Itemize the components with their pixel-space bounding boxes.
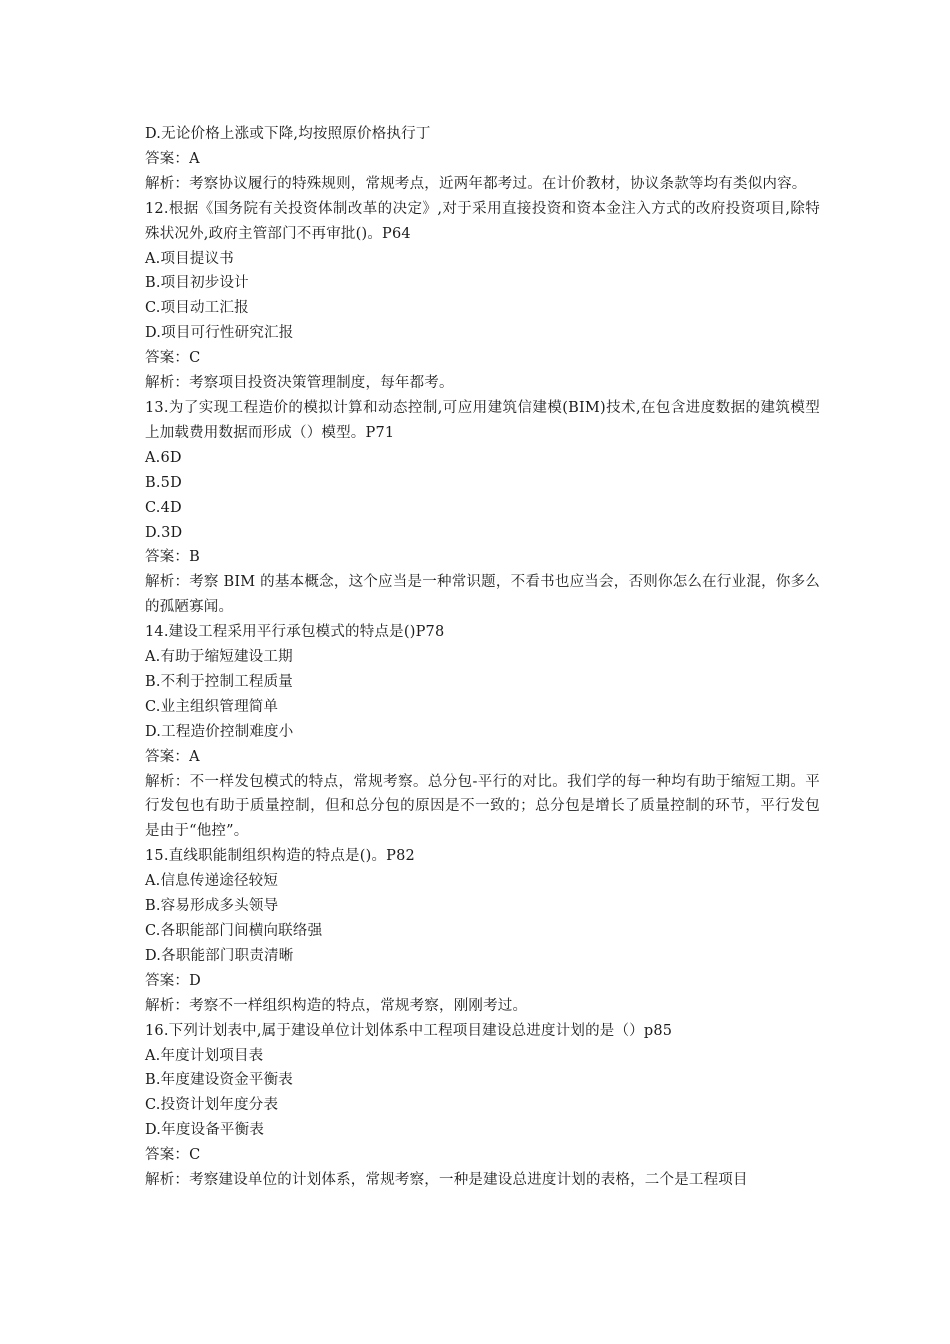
answer-15: 答案：D <box>145 972 201 989</box>
option-a-13: A.6D <box>145 449 182 466</box>
option-c-12: C.项目动工汇报 <box>145 300 249 317</box>
question-14: 14.建设工程采用平行承包模式的特点是()P78 <box>145 624 445 641</box>
option-d-16: D.年度设备平衡表 <box>145 1122 265 1139</box>
answer-12: 答案：C <box>145 350 201 367</box>
analysis-12: 解析：考察项目投资决策管理制度，每年都考。 <box>145 375 454 392</box>
option-c-14: C.业主组织管理简单 <box>145 698 279 715</box>
answer-11: 答案：A <box>145 150 200 167</box>
option-d-13: D.3D <box>145 524 183 541</box>
question-16: 16.下列计划表中,属于建设单位计划体系中工程项目建设总进度计划的是（）p85 <box>145 1022 673 1039</box>
option-d-15: D.各职能部门职责清晰 <box>145 947 294 964</box>
option-c-15: C.各职能部门间横向联络强 <box>145 923 323 939</box>
option-c-13: C.4D <box>145 499 182 516</box>
question-12: 12.根据《国务院有关投资体制改革的决定》,对于采用直接投资和资本金注入方式的改府投资项目,除特殊状况外,政府主管部门不再审批()。P64 <box>145 200 820 242</box>
option-d-11: D.无论价格上涨或下降,均按照原价格执行丁 <box>145 126 431 142</box>
option-a-16: A.年度计划项目表 <box>145 1047 264 1064</box>
answer-14: 答案：A <box>145 748 200 765</box>
option-a-15: A.信息传递途径较短 <box>145 873 279 890</box>
option-b-14: B.不利于控制工程质量 <box>145 673 293 690</box>
option-c-16: C.投资计划年度分表 <box>145 1097 279 1114</box>
answer-13: 答案：B <box>145 549 200 566</box>
question-13: 13.为了实现工程造价的模拟计算和动态控制,可应用建筑信建模(BIM)技术,在包含进度数据的建筑模型上加载费用数据而形成（）模型。P71 <box>145 399 820 441</box>
analysis-13: 解析：考察 BIM 的基本概念，这个应当是一种常识题，不看书也应当会，否则你怎么在行业混，你多么的孤陋寡闻。 <box>145 574 820 616</box>
analysis-16: 解析：考察建设单位的计划体系，常规考察，一种是建设总进度计划的表格，二个是工程项目 <box>145 1172 748 1189</box>
analysis-11: 解析：考察协议履行的特殊规则，常规考点，近两年都考过。在计价教材，协议条款等均有类似内容。 <box>145 175 807 192</box>
option-b-13: B.5D <box>145 474 182 491</box>
option-d-14: D.工程造价控制难度小 <box>145 723 294 740</box>
document-body <box>145 122 820 1193</box>
option-d-12: D.项目可行性研究汇报 <box>145 325 294 342</box>
answer-16: 答案：C <box>145 1147 201 1164</box>
question-15: 15.直线职能制组织构造的特点是()。P82 <box>145 848 415 865</box>
option-b-12: B.项目初步设计 <box>145 275 249 292</box>
option-a-12: A.项目提议书 <box>145 250 234 267</box>
analysis-14: 解析：不一样发包模式的特点，常规考察。总分包-平行的对比。我们学的每一种均有助于缩短工期。平行发包也有助于质量控制，但和总分包的原因是不一致的；总分包是增长了质量控制的环节，平行发包是由于“他控”。 <box>145 773 820 840</box>
option-b-16: B.年度建设资金平衡表 <box>145 1072 293 1089</box>
option-b-15: B.容易形成多头领导 <box>145 898 279 915</box>
analysis-15: 解析：考察不一样组织构造的特点，常规考察，刚刚考过。 <box>145 997 528 1014</box>
option-a-14: A.有助于缩短建设工期 <box>145 649 293 666</box>
